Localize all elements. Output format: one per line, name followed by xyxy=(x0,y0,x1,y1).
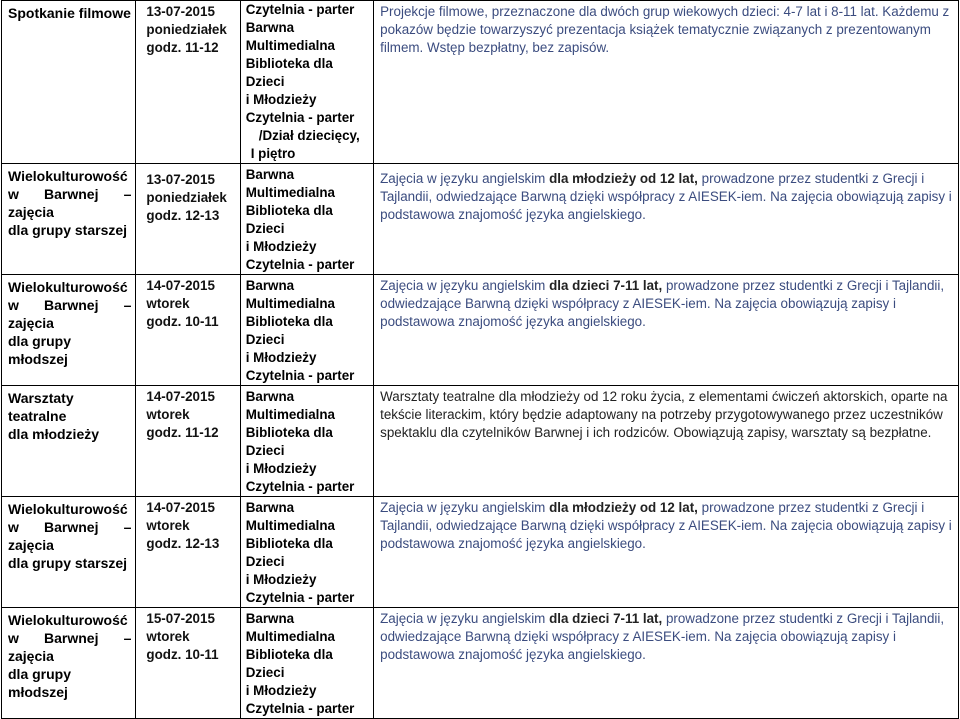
place-line: Multimedialna xyxy=(245,185,336,200)
place-line: Czytelnia - parter xyxy=(245,257,355,272)
place-line: Multimedialna xyxy=(245,518,336,533)
event-title-cell xyxy=(2,497,136,608)
event-place-cell xyxy=(240,275,373,386)
event-description-cell xyxy=(374,275,959,386)
event-description-cell xyxy=(374,386,959,497)
event-date: 14-07-2015 xyxy=(146,500,215,515)
place-line: Biblioteka dla Dzieci xyxy=(245,536,333,569)
place-line: Multimedialna xyxy=(245,38,336,53)
event-title: Warsztaty teatralne dla młodzieży xyxy=(8,390,100,442)
place-line: Barwna xyxy=(245,389,295,404)
event-date-cell xyxy=(136,164,240,275)
table-row xyxy=(2,386,959,497)
place-line: Multimedialna xyxy=(245,629,336,644)
event-date: 15-07-2015 xyxy=(146,611,215,626)
place-line: /Dział dziecięcy, xyxy=(258,128,360,143)
event-time: godz. 12-13 xyxy=(146,208,220,223)
place-line: Biblioteka dla Dzieci xyxy=(245,203,333,236)
event-place-cell xyxy=(240,164,373,275)
event-day: poniedziałek xyxy=(146,22,227,37)
event-description: Projekcje filmowe, przeznaczone dla dwóch grup wiekowych dzieci: 4-7 lat i 8-11 lat. Każdemu z pokazów będzie towarzyszyć prezentacja książek tematycznie związanych z prezentowanym filmem. Wstęp bezpłatny, bez zapisów. xyxy=(380,4,950,55)
event-place-cell xyxy=(240,608,373,719)
event-date-cell xyxy=(136,608,240,719)
table-row xyxy=(2,164,959,275)
event-date: 13-07-2015 xyxy=(146,172,215,187)
event-description: Warsztaty teatralne dla młodzieży od 12 roku życia, z elementami ćwiczeń aktorskich, oparte na tekście literackim, który będzie adaptowany na potrzeby przygotowywanego przez uczestników spektaklu dla czytelników Barwnej i ich rodziców. Obowiązują zapisy, warsztaty są bezpłatne. xyxy=(380,389,948,440)
table-row xyxy=(2,608,959,719)
event-day: wtorek xyxy=(146,518,190,533)
place-line: Czytelnia - parter xyxy=(245,701,355,716)
place-line: Biblioteka dla Dzieci xyxy=(245,425,333,458)
event-description: Zajęcia w języku angielskim dla dzieci 7-11 lat, prowadzone przez studentki z Grecji i Tajlandii, odwiedzające Barwną dzięki współpracy z AIESEK-iem. Na zajęcia obowiązują zapisy i podstawowa znajomość języka angielskiego. xyxy=(380,278,945,329)
event-place-cell xyxy=(240,497,373,608)
event-title: Wielokulturowość w Barwnej – zajęcia dla grupy młodszej xyxy=(8,279,132,367)
place-line: i Młodzieży xyxy=(245,92,317,107)
place-line: Biblioteka dla Dzieci xyxy=(245,647,333,680)
event-description-cell xyxy=(374,497,959,608)
event-date: 14-07-2015 xyxy=(146,389,215,404)
place-line: I piętro xyxy=(250,146,296,161)
event-date-cell xyxy=(136,1,240,164)
table-row xyxy=(2,497,959,608)
event-time: godz. 10-11 xyxy=(146,314,219,329)
place-line: i Młodzieży xyxy=(245,461,317,476)
event-description: Zajęcia w języku angielskim dla młodzieży od 12 lat, prowadzone przez studentki z Grecji i Tajlandii, odwiedzające Barwną dzięki współpracy z AIESEK-iem. Na zajęcia obowiązują zapisy i podstawowa znajomość języka angielskiego. xyxy=(380,500,952,551)
event-time: godz. 11-12 xyxy=(146,40,219,55)
event-title: Wielokulturowość w Barwnej – zajęcia dla grupy młodszej xyxy=(8,612,132,700)
event-day: wtorek xyxy=(146,629,190,644)
event-day: wtorek xyxy=(146,407,190,422)
event-place-cell xyxy=(240,386,373,497)
event-day: wtorek xyxy=(146,296,190,311)
place-line: i Młodzieży xyxy=(245,239,317,254)
place-line: Multimedialna xyxy=(245,407,336,422)
place-line: Czytelnia - parter xyxy=(245,590,355,605)
event-time: godz. 12-13 xyxy=(146,536,220,551)
place-line: i Młodzieży xyxy=(245,572,317,587)
event-description: Zajęcia w języku angielskim dla młodzieży od 12 lat, prowadzone przez studentki z Grecji i Tajlandii, odwiedzające Barwną dzięki współpracy z AIESEK-iem. Na zajęcia obowiązują zapisy i podstawowa znajomość języka angielskiego. xyxy=(380,171,952,222)
place-line: Barwna xyxy=(245,611,295,626)
place-line: Barwna xyxy=(245,20,295,35)
place-line: i Młodzieży xyxy=(245,350,317,365)
event-title-cell xyxy=(2,608,136,719)
place-line: Barwna xyxy=(245,500,295,515)
schedule-table xyxy=(1,0,959,719)
place-line: Multimedialna xyxy=(245,296,336,311)
place-line: Czytelnia - parter xyxy=(245,368,355,383)
event-place-cell xyxy=(240,1,373,164)
event-description-cell xyxy=(374,164,959,275)
event-time: godz. 11-12 xyxy=(146,425,219,440)
event-title: Wielokulturowość w Barwnej – zajęcia dla grupy starszej xyxy=(8,501,132,571)
event-title-cell xyxy=(2,164,136,275)
event-description: Zajęcia w języku angielskim dla dzieci 7-11 lat, prowadzone przez studentki z Grecji i Tajlandii, odwiedzające Barwną dzięki współpracy z AIESEK-iem. Na zajęcia obowiązują zapisy i podstawowa znajomość języka angielskiego. xyxy=(380,611,945,662)
event-date-cell xyxy=(136,275,240,386)
place-line: Biblioteka dla Dzieci xyxy=(245,56,333,89)
event-description-cell xyxy=(374,608,959,719)
event-date-cell xyxy=(136,497,240,608)
place-line: i Młodzieży xyxy=(245,683,317,698)
place-top-label: Czytelnia - parter xyxy=(245,2,355,17)
place-line: Barwna xyxy=(245,167,295,182)
event-date: 13-07-2015 xyxy=(146,4,215,19)
event-title-cell xyxy=(2,275,136,386)
event-description-cell xyxy=(374,1,959,164)
event-title: Wielokulturowość w Barwnej – zajęcia dla grupy starszej xyxy=(8,168,132,238)
place-line: Czytelnia - parter xyxy=(245,110,355,125)
event-date-cell xyxy=(136,386,240,497)
event-date: 14-07-2015 xyxy=(146,278,215,293)
event-title-cell xyxy=(2,386,136,497)
event-time: godz. 10-11 xyxy=(146,647,219,662)
place-line: Czytelnia - parter xyxy=(245,479,355,494)
table-row xyxy=(2,1,959,164)
table-row xyxy=(2,275,959,386)
event-title-cell xyxy=(2,1,136,164)
place-line: Biblioteka dla Dzieci xyxy=(245,314,333,347)
event-day: poniedziałek xyxy=(146,190,227,205)
place-line: Barwna xyxy=(245,278,295,293)
event-title: Spotkanie filmowe xyxy=(8,5,131,21)
